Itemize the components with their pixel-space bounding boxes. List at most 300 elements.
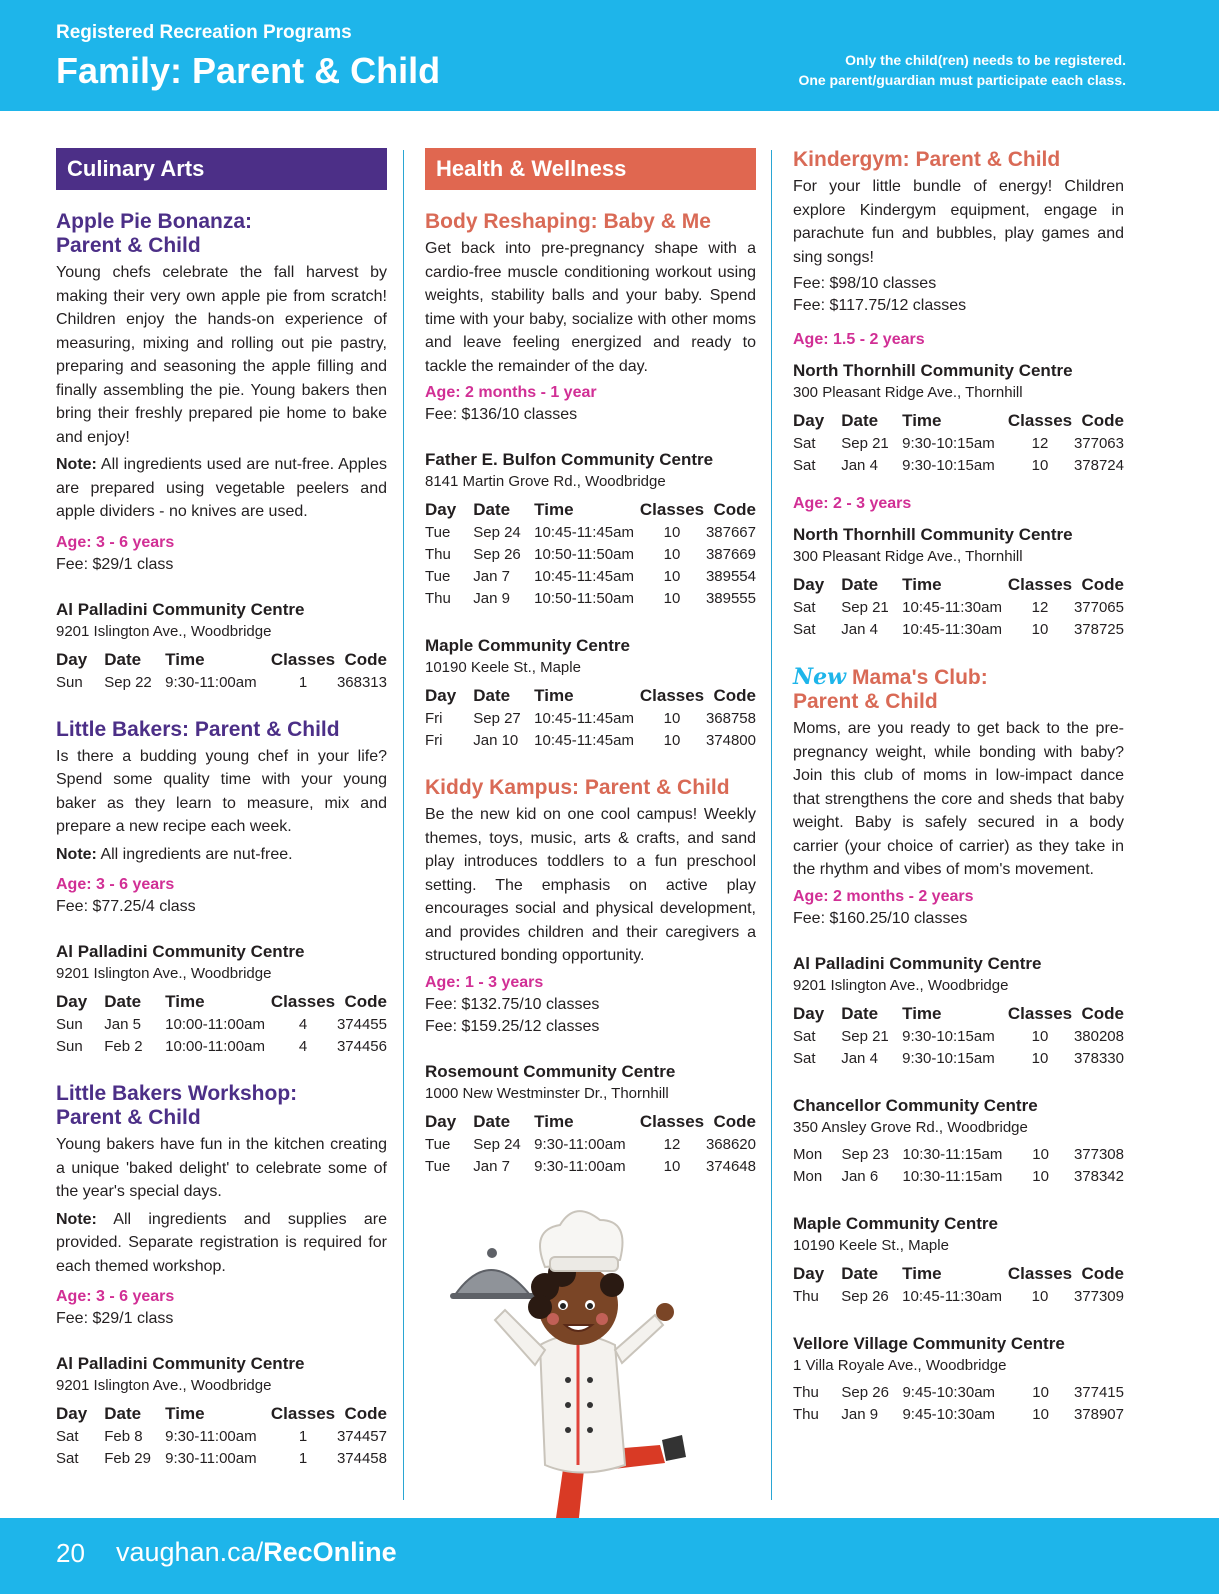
cell-time: 9:45-10:30am (902, 1383, 996, 1401)
column-header-time: Time (534, 500, 574, 519)
cell-day: Thu (793, 1383, 819, 1401)
chef-jacket (540, 1335, 625, 1473)
program-title-line: Parent & Child (56, 234, 201, 257)
program-description: Moms, are you ready to get back to the pre-pregnancy weight, while bonding with baby? Join this club of moms in low-impact dance that strengthens the core and sheds that baby weight. Baby is safely secured in a body carrier (your choice of carrier) as they take in the rhythm and vibes of mom's movement. (793, 720, 1124, 878)
centre-schedule (425, 1060, 756, 1178)
program-title: Kindergym: Parent & Child (793, 148, 1061, 171)
cell-date: Sep 23 (841, 1145, 890, 1163)
table-header-row (793, 409, 1124, 433)
column-header-day: Day (793, 1003, 825, 1023)
program-title-line: Parent & Child (56, 1106, 201, 1129)
program-apple-pie-bonanza (56, 210, 387, 694)
age-range: Age: 1.5 - 2 years (793, 331, 925, 348)
cell-code: 374458 (336, 1450, 387, 1467)
cell-code: 389555 (705, 590, 756, 607)
column-header-classes: Classes (639, 500, 705, 519)
centre-schedule (793, 359, 1124, 477)
schedule-table (793, 409, 1124, 477)
program-description: Young bakers have fun in the kitchen creating a unique 'baked delight' to celebrate some of the year's special days. (56, 1136, 387, 1200)
schedule-table (793, 573, 1124, 641)
column-header-classes: Classes (639, 1111, 705, 1131)
cell-code: 378330 (1073, 1049, 1124, 1067)
centre-address: 9201 Islington Ave., Woodbridge (56, 1377, 272, 1394)
cell-date: Jan 7 (473, 1157, 510, 1175)
column-header-day: Day (425, 1111, 457, 1131)
registration-note-line1: Only the child(ren) needs to be registered. (845, 52, 1126, 68)
cell-time: 9:30-10:15am (902, 435, 995, 452)
chef-shoe (662, 1435, 686, 1461)
table-row (793, 1144, 1124, 1166)
centre-name: Vellore Village Community Centre (793, 1333, 1065, 1353)
cell-date: Feb 2 (104, 1038, 143, 1055)
cell-date: Sep 22 (104, 673, 152, 691)
centre-name: Al Palladini Community Centre (56, 599, 305, 619)
cell-date: Sep 24 (473, 1135, 521, 1153)
cell-date: Sep 26 (473, 546, 521, 563)
cell-classes: 10 (663, 568, 681, 585)
cell-classes: 12 (663, 1135, 681, 1153)
table-header-row (425, 498, 756, 522)
centre-schedule (56, 1352, 387, 1470)
fee: Fee: $77.25/4 class (56, 898, 196, 915)
cell-date: Jan 5 (104, 1016, 141, 1033)
age-range: Age: 3 - 6 years (56, 533, 175, 551)
cell-day: Sun (56, 1016, 83, 1033)
cell-classes: 12 (1031, 435, 1049, 452)
table-row (793, 1166, 1124, 1188)
centre-schedule (56, 940, 387, 1058)
registration-note (798, 50, 1126, 90)
column-header-code: Code (713, 686, 756, 705)
chef-arm (615, 1315, 663, 1363)
cell-time: 10:45-11:30am (902, 621, 1002, 638)
centre-address: 300 Pleasant Ridge Ave., Thornhill (793, 384, 1023, 401)
column-culinary-arts (56, 148, 387, 1494)
program-description: Get back into pre-pregnancy shape with a cardio-free muscle conditioning workout using weights, stability balls and your baby. Spend time with your baby, socialize with other moms and leave feeling energized and ready to tackle the remainder of the day. (425, 240, 756, 375)
cell-day: Sun (56, 673, 83, 691)
column-header-time: Time (902, 1003, 942, 1023)
column-header-classes: Classes (1007, 1003, 1073, 1023)
schedule-table (425, 1110, 756, 1178)
cell-classes: 1 (298, 673, 308, 691)
section-banner-health-wellness: Health & Wellness (425, 148, 756, 190)
table-row (793, 455, 1124, 477)
column-header-classes: Classes (270, 1404, 336, 1423)
cell-time: 9:30-11:00am (165, 673, 257, 691)
fee: Fee: $159.25/12 classes (425, 1017, 600, 1035)
cell-time: 9:45-10:30am (902, 1405, 996, 1423)
website-prefix: vaughan.ca/ (116, 1537, 264, 1567)
table-row (793, 1404, 1124, 1426)
cell-day: Sat (793, 599, 816, 616)
centre-schedule (56, 598, 387, 694)
cell-code: 368620 (705, 1135, 756, 1153)
table-header-row (793, 1262, 1124, 1286)
table-row (56, 1014, 387, 1036)
fee: Fee: $98/10 classes (793, 275, 937, 292)
cell-day: Thu (793, 1287, 819, 1305)
cell-day: Tue (425, 524, 451, 541)
column-header-classes: Classes (1007, 1263, 1073, 1283)
cell-time: 10:45-11:30am (902, 1287, 1002, 1305)
cell-time: 10:45-11:45am (534, 568, 634, 585)
cell-day: Fri (425, 732, 443, 749)
centre-name: North Thornhill Community Centre (793, 361, 1073, 380)
section-banner-culinary-arts: Culinary Arts (56, 148, 387, 190)
table-row (425, 1134, 756, 1156)
cell-day: Thu (425, 590, 451, 607)
cell-time: 9:30-11:00am (165, 1428, 257, 1445)
cell-classes: 10 (1031, 457, 1049, 474)
cell-classes: 10 (663, 524, 681, 541)
table-header-row (425, 1110, 756, 1134)
cell-time: 9:30-10:15am (902, 1027, 995, 1045)
cell-date: Sep 27 (473, 710, 521, 727)
program-little-bakers (56, 718, 387, 1059)
cell-date: Jan 4 (841, 457, 878, 474)
cell-code: 377415 (1073, 1383, 1124, 1401)
cell-date: Jan 4 (841, 621, 878, 638)
cell-time: 9:30-10:15am (902, 1049, 995, 1067)
cell-classes: 10 (1031, 1287, 1049, 1305)
program-title: Little Bakers: Parent & Child (56, 717, 340, 741)
cell-time: 10:50-11:50am (534, 590, 634, 607)
centre-address: 350 Ansley Grove Rd., Woodbridge (793, 1118, 1028, 1136)
table-row (425, 566, 756, 588)
program-title: Body Reshaping: Baby & Me (425, 210, 711, 233)
cell-date: Sep 21 (841, 435, 889, 452)
program-description: Young chefs celebrate the fall harvest by making their very own apple pie from scratch! Children enjoy the hands-on experience of measuring, mixing and rolling out pie pastry, preparing and seasoning the apple filling and finally assembling the pie. Young bakers then bring their freshly prepared pie home to bake and enjoy! (56, 264, 387, 446)
column-kindergym (793, 148, 1124, 1450)
cell-date: Jan 4 (841, 1049, 878, 1067)
cell-code: 377308 (1073, 1145, 1124, 1163)
centre-address: 10190 Keele St., Maple (793, 1236, 949, 1254)
column-header-code: Code (1081, 1003, 1124, 1023)
centre-address: 8141 Martin Grove Rd., Woodbridge (425, 473, 666, 490)
column-header-date: Date (104, 992, 142, 1011)
page-title: Family: Parent & Child (56, 50, 441, 91)
centre-schedule (425, 634, 756, 752)
cell-code: 368758 (705, 710, 756, 727)
column-header-time: Time (902, 575, 942, 594)
column-header-date: Date (473, 686, 511, 705)
cloche-icon (455, 1270, 530, 1295)
cell-code: 377065 (1073, 599, 1124, 616)
table-row (56, 672, 387, 694)
table-row (425, 544, 756, 566)
fee: Fee: $132.75/10 classes (425, 995, 600, 1013)
schedule-table (793, 1002, 1124, 1070)
table-row (793, 1026, 1124, 1048)
column-header-classes: Classes (1007, 411, 1073, 430)
cell-classes: 10 (663, 590, 681, 607)
centre-address: 10190 Keele St., Maple (425, 659, 581, 676)
cell-time: 10:45-11:45am (534, 710, 634, 727)
centre-address: 9201 Islington Ave., Woodbridge (793, 976, 1009, 994)
column-header-time: Time (902, 411, 942, 430)
column-health-wellness (425, 148, 756, 1202)
column-header-date: Date (473, 500, 511, 519)
cell-classes: 10 (1032, 1383, 1049, 1401)
centre-schedule (425, 448, 756, 610)
column-header-code: Code (344, 1404, 387, 1423)
column-header-day: Day (793, 1263, 825, 1283)
column-header-code: Code (713, 500, 756, 519)
fee: Fee: $160.25/10 classes (793, 909, 968, 927)
program-title-line: Apple Pie Bonanza: (56, 210, 253, 233)
column-header-day: Day (56, 992, 88, 1011)
cell-classes: 4 (298, 1038, 308, 1055)
cell-date: Sep 21 (841, 599, 889, 616)
cell-classes: 10 (663, 1157, 681, 1175)
column-header-code: Code (1081, 411, 1124, 430)
cell-code: 377063 (1073, 435, 1124, 452)
program-mamas-club (793, 665, 1124, 1426)
cell-time: 9:30-11:00am (534, 1157, 626, 1175)
table-row (56, 1036, 387, 1058)
cell-classes: 10 (663, 546, 681, 563)
column-header-code: Code (1081, 575, 1124, 594)
page-header (0, 0, 1219, 111)
column-header-time: Time (165, 649, 205, 669)
centre-name: Rosemount Community Centre (425, 1061, 676, 1081)
table-row (56, 1426, 387, 1448)
cell-day: Sat (793, 457, 816, 474)
cell-classes: 10 (1032, 1405, 1049, 1423)
fee: Fee: $117.75/12 classes (793, 297, 967, 314)
column-header-day: Day (793, 575, 825, 594)
cell-code: 378907 (1073, 1405, 1124, 1423)
centre-name: Father E. Bulfon Community Centre (425, 450, 714, 469)
cell-date: Jan 7 (473, 568, 510, 585)
column-header-day: Day (56, 1404, 88, 1423)
age-range: Age: 3 - 6 years (56, 1288, 175, 1305)
column-header-date: Date (473, 1111, 511, 1131)
cell-time: 10:00-11:00am (165, 1038, 265, 1055)
centre-address: 9201 Islington Ave., Woodbridge (56, 622, 272, 640)
cell-time: 10:45-11:45am (534, 732, 634, 749)
column-header-code: Code (344, 992, 387, 1011)
cell-classes: 1 (298, 1428, 308, 1445)
cell-day: Sat (793, 1049, 816, 1067)
cell-date: Feb 29 (104, 1450, 151, 1467)
table-row (425, 730, 756, 752)
new-badge: New (793, 664, 847, 690)
centre-schedule (793, 952, 1124, 1070)
age-range: Age: 2 months - 1 year (425, 384, 597, 401)
cell-date: Sep 26 (841, 1287, 889, 1305)
cell-day: Sat (56, 1428, 79, 1445)
fee: Fee: $29/1 class (56, 555, 174, 573)
cell-code: 387669 (705, 546, 756, 563)
column-header-day: Day (793, 411, 825, 430)
cell-day: Sat (793, 435, 816, 452)
note-text: All ingredients used are nut-free. Apples are prepared using vegetable peelers and apple dividers - no knives are used. (56, 456, 387, 520)
cell-day: Tue (425, 568, 451, 585)
note-label: Note: (56, 1210, 97, 1228)
age-range: Age: 1 - 3 years (425, 973, 544, 991)
website-suffix: RecOnline (263, 1537, 397, 1567)
cell-date: Jan 9 (473, 590, 510, 607)
column-divider (771, 150, 772, 1500)
cell-code: 380208 (1073, 1027, 1124, 1045)
column-header-classes: Classes (1007, 575, 1073, 594)
cell-day: Tue (425, 1157, 451, 1175)
schedule-table (56, 1402, 387, 1470)
cell-day: Mon (793, 1167, 823, 1185)
fee: Fee: $136/10 classes (425, 406, 578, 423)
cell-date: Sep 21 (841, 1027, 889, 1045)
cell-date: Jan 9 (841, 1405, 879, 1423)
centre-schedule (793, 1094, 1124, 1188)
table-row (793, 433, 1124, 455)
program-title-text: Mama's Club: (852, 666, 988, 689)
table-row (425, 522, 756, 544)
column-header-date: Date (841, 1003, 879, 1023)
column-header-date: Date (104, 649, 142, 669)
column-header-time: Time (165, 1404, 205, 1423)
centre-schedule (793, 1332, 1124, 1426)
cell-time: 9:30-10:15am (902, 457, 995, 474)
program-description: Is there a budding young chef in your life? Spend some quality time with your young baker as they learn to measure, mix and prepare a new recipe each week. (56, 747, 387, 835)
cell-code: 378724 (1073, 457, 1124, 474)
column-header-day: Day (56, 649, 88, 669)
column-header-date: Date (841, 411, 879, 430)
column-header-time: Time (902, 1263, 942, 1283)
note-text: All ingredients are nut-free. (96, 845, 293, 863)
table-row (425, 708, 756, 730)
program-kiddy-kampus (425, 776, 756, 1178)
table-row (56, 1448, 387, 1470)
column-header-classes: Classes (270, 992, 336, 1011)
schedule-table (793, 1144, 1124, 1188)
age-range: Age: 3 - 6 years (56, 876, 175, 893)
program-little-bakers-workshop (56, 1082, 387, 1470)
centre-schedule (793, 1212, 1124, 1308)
cell-day: Sat (793, 621, 816, 638)
column-header-time: Time (165, 992, 205, 1011)
cell-time: 10:45-11:30am (902, 599, 1002, 616)
chef-hand (656, 1303, 674, 1321)
cell-time: 10:30-11:15am (902, 1145, 1003, 1163)
table-header-row (793, 573, 1124, 597)
column-header-time: Time (534, 686, 574, 705)
table-row (793, 619, 1124, 641)
centre-name: Al Palladini Community Centre (56, 942, 305, 961)
table-row (793, 597, 1124, 619)
cell-time: 10:30-11:15am (902, 1167, 1003, 1185)
column-header-code: Code (713, 1111, 756, 1131)
table-header-row (793, 1002, 1124, 1026)
cell-day: Tue (425, 1135, 451, 1153)
cell-day: Fri (425, 710, 443, 727)
centre-schedule (793, 523, 1124, 641)
cell-code: 374456 (336, 1038, 387, 1055)
centre-name: North Thornhill Community Centre (793, 525, 1073, 544)
cell-code: 374648 (705, 1157, 756, 1175)
column-header-date: Date (104, 1404, 142, 1423)
column-divider (403, 150, 404, 1500)
cell-code: 374457 (336, 1428, 387, 1445)
cell-code: 374800 (705, 732, 756, 749)
column-header-code: Code (1081, 1263, 1124, 1283)
table-row (425, 588, 756, 610)
centre-address: 9201 Islington Ave., Woodbridge (56, 965, 272, 982)
program-body-reshaping (425, 210, 756, 752)
centre-name: Al Palladini Community Centre (56, 1354, 305, 1373)
column-header-date: Date (841, 575, 879, 594)
cell-day: Sat (793, 1027, 816, 1045)
cell-time: 10:50-11:50am (534, 546, 634, 563)
program-kindergym (793, 148, 1124, 641)
header-subtitle: Registered Recreation Programs (56, 22, 352, 43)
table-row (793, 1286, 1124, 1308)
schedule-table (793, 1382, 1124, 1426)
program-description: Be the new kid on one cool campus! Weekly themes, toys, music, arts & crafts, and sand play introduces toddlers to a fun preschool setting. The emphasis on active play encourages social and physical development, and provides children and their caregivers a structured bonding opportunity. (425, 806, 756, 964)
fee: Fee: $29/1 class (56, 1310, 174, 1327)
program-title (56, 1082, 387, 1130)
cell-classes: 10 (1031, 1027, 1049, 1045)
column-header-date: Date (841, 1263, 879, 1283)
note-label: Note: (56, 456, 97, 473)
centre-address: 300 Pleasant Ridge Ave., Thornhill (793, 548, 1023, 565)
cell-time: 10:00-11:00am (165, 1016, 265, 1033)
page-footer (0, 1518, 1219, 1594)
cell-day: Sat (56, 1450, 79, 1467)
cell-date: Jan 10 (473, 732, 519, 749)
cell-code: 387667 (705, 524, 756, 541)
cell-date: Jan 6 (841, 1167, 879, 1185)
column-header-day: Day (425, 686, 457, 705)
cell-classes: 10 (663, 732, 681, 749)
centre-address: 1000 New Westminster Dr., Thornhill (425, 1084, 669, 1102)
column-header-code: Code (344, 649, 387, 669)
cell-classes: 10 (1032, 1145, 1049, 1163)
program-note (56, 843, 387, 867)
cell-code: 377309 (1073, 1287, 1124, 1305)
cell-classes: 12 (1031, 599, 1049, 616)
table-header-row (425, 684, 756, 708)
program-title-line: Parent & Child (793, 690, 938, 713)
table-row (425, 1156, 756, 1178)
program-description: For your little bundle of energy! Children explore Kindergym equipment, engage in parachute fun and bubbles, play games and sing songs! (793, 178, 1124, 266)
cell-day: Thu (425, 546, 451, 563)
column-header-day: Day (425, 500, 457, 519)
centre-name: Al Palladini Community Centre (793, 953, 1042, 973)
note-label: Note: (56, 845, 97, 863)
table-header-row (56, 990, 387, 1014)
page-number: 20 (56, 1538, 85, 1568)
cell-time: 9:30-11:00am (165, 1450, 257, 1467)
website-link[interactable] (116, 1537, 397, 1568)
centre-name: Maple Community Centre (793, 1213, 998, 1233)
age-range: Age: 2 - 3 years (793, 495, 912, 512)
cell-date: Sep 26 (841, 1383, 889, 1401)
cell-code: 378725 (1073, 621, 1124, 638)
cell-time: 10:45-11:45am (534, 524, 634, 541)
centre-address: 1 Villa Royale Ave., Woodbridge (793, 1356, 1007, 1374)
cell-date: Sep 24 (473, 524, 521, 541)
cell-time: 9:30-11:00am (534, 1135, 626, 1153)
program-title: Kiddy Kampus: Parent & Child (425, 776, 730, 799)
age-range: Age: 2 months - 2 years (793, 887, 974, 905)
cell-code: 378342 (1073, 1167, 1124, 1185)
schedule-table (56, 990, 387, 1058)
cell-classes: 10 (1031, 621, 1049, 638)
cell-code: 368313 (336, 673, 387, 691)
cell-day: Sun (56, 1038, 83, 1055)
cell-classes: 10 (1032, 1167, 1049, 1185)
